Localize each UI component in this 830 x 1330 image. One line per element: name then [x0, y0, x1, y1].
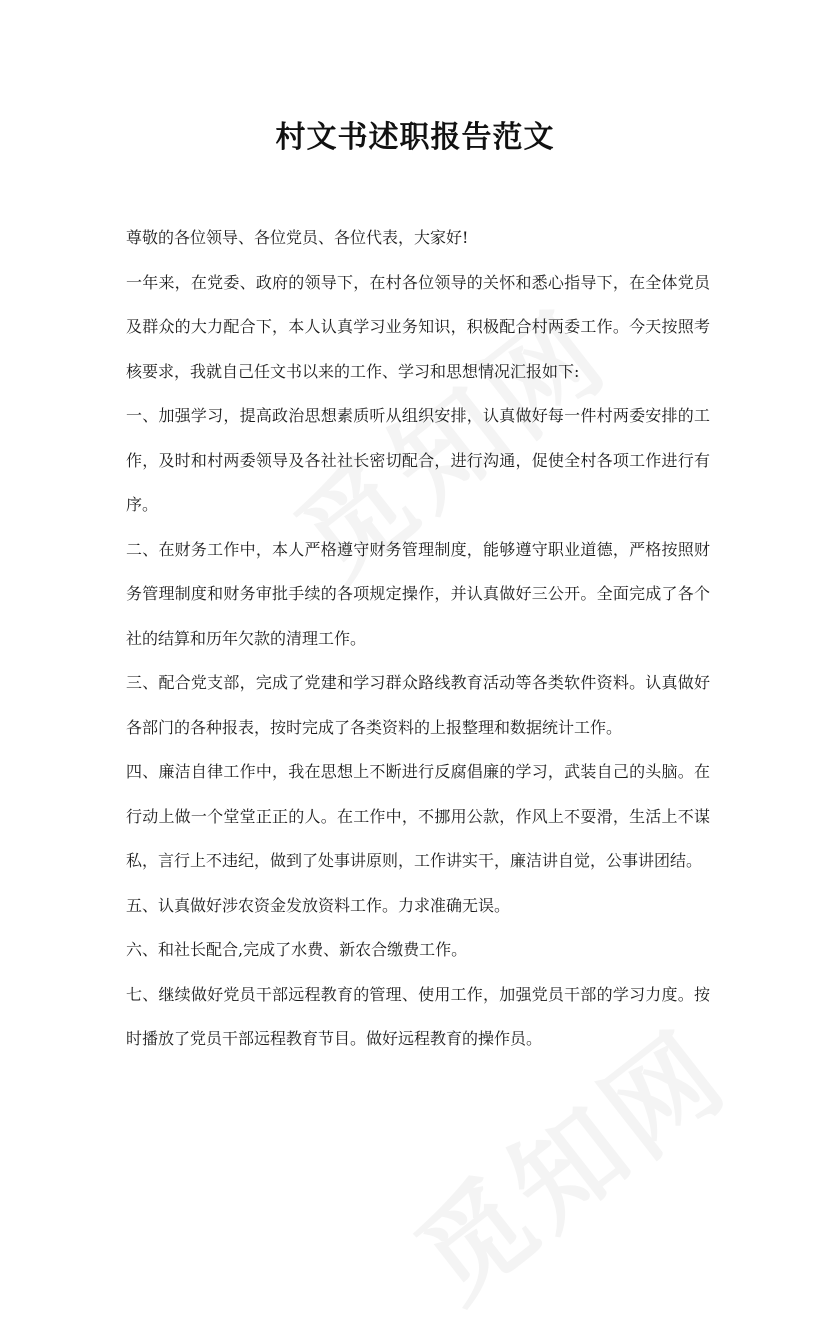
- item-paragraph-6: 六、和社长配合,完成了水费、新农合缴费工作。: [126, 940, 468, 959]
- item-paragraph-5: 五、认真做好涉农资金发放资料工作。力求准确无误。: [126, 895, 511, 915]
- item-paragraph-1: 一、加强学习，提高政治思想素质听从组织安排，认真做好每一件村两委安排的工作，及时和村两委领导及各社社长密切配合，进行沟通，促使全村各项工作进行有序。: [126, 406, 710, 514]
- item-paragraph-4: 四、廉洁自律工作中，我在思想上不断进行反腐倡廉的学习，武装自己的头脑。在行动上做一个堂堂正正的人。在工作中，不挪用公款，作风上不耍滑，生活上不谋私，言行上不违纪，做到了处事讲原则，工作讲实干，廉洁讲自觉，公事讲团结。: [126, 762, 710, 870]
- document-body: [126, 216, 710, 1062]
- intro-paragraph: 一年来，在党委、政府的领导下，在村各位领导的关怀和悉心指导下，在全体党员及群众的大力配合下，本人认真学习业务知识，积极配合村两委工作。今天按照考核要求，我就自己任文书以来的工作、学习和思想情况汇报如下:: [126, 272, 710, 381]
- item-paragraph-2: 二、在财务工作中，本人严格遵守财务管理制度，能够遵守职业道德，严格按照财务管理制度和财务审批手续的各项规定操作，并认真做好三公开。全面完成了各个社的结算和历年欠款的清理工作。: [126, 539, 710, 648]
- item-paragraph-7: 七、继续做好党员干部远程教育的管理、使用工作，加强党员干部的学习力度。按时播放了党员干部远程教育节目。做好远程教育的操作员。: [126, 984, 710, 1048]
- item-paragraph-3: 三、配合党支部，完成了党建和学习群众路线教育活动等各类软件资料。认真做好各部门的各种报表，按时完成了各类资料的上报整理和数据统计工作。: [126, 673, 710, 737]
- greeting-paragraph: 尊敬的各位领导、各位党员、各位代表，大家好!: [126, 228, 469, 247]
- document-title: 村文书述职报告范文: [275, 120, 555, 155]
